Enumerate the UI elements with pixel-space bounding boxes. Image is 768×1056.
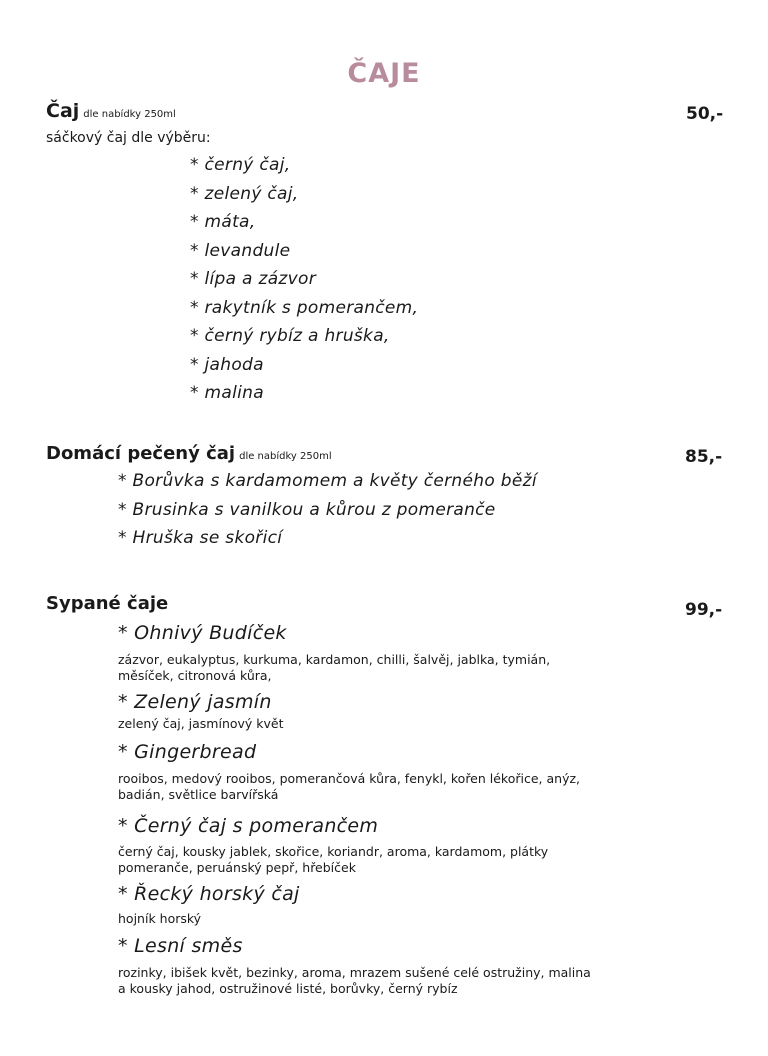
list-item: * levandule <box>190 241 291 261</box>
tea-description: zelený čaj, jasmínový květ <box>118 716 284 731</box>
page-title: ČAJE <box>347 58 421 89</box>
list-item: * zelený čaj, <box>190 184 299 204</box>
list-item: * Hruška se skořicí <box>118 528 283 548</box>
tea-name: * Ohnivý Budíček <box>118 622 287 644</box>
section-tea-price: 50,- <box>686 104 724 124</box>
tea-description: hojník horský <box>118 911 202 926</box>
list-item: * rakytník s pomerančem, <box>190 298 419 318</box>
tea-description: rozinky, ibišek květ, bezinky, aroma, mrazem sušené celé ostružiny, malina a kousky jahod, ostružinové listé, borůvky, černý rybíz <box>118 965 591 996</box>
tea-description: zázvor, eukalyptus, kurkuma, kardamon, chilli, šalvěj, jablka, tymián, měsíček, citronová kůra, <box>118 652 551 683</box>
list-item: * Borůvka s kardamomem a květy černého běží <box>118 471 537 491</box>
list-item: * jahoda <box>190 355 264 375</box>
list-item: * Brusinka s vanilkou a kůrou z pomeranče <box>118 500 496 520</box>
tea-name: * Lesní směs <box>118 935 243 957</box>
section-tea-subtitle: sáčkový čaj dle výběru: <box>46 130 211 146</box>
section-baked-tea-price: 85,- <box>685 447 723 467</box>
tea-name: * Zelený jasmín <box>118 691 272 713</box>
list-item: * malina <box>190 383 264 403</box>
tea-name: * Řecký horský čaj <box>118 883 300 905</box>
list-item: * máta, <box>190 212 256 232</box>
section-baked-tea-name: Domácí pečený čaj <box>46 443 236 464</box>
tea-description: rooibos, medový rooibos, pomerančová kůra, fenykl, kořen lékořice, anýz, badián, světlice barvířská <box>118 771 581 802</box>
tea-description: černý čaj, kousky jablek, skořice, koriandr, aroma, kardamom, plátky pomeranče, peruánský pepř, hřebíček <box>118 844 549 875</box>
tea-name: * Gingerbread <box>118 741 257 763</box>
list-item: * černý čaj, <box>190 155 291 175</box>
section-tea-name: Čaj <box>46 100 80 122</box>
section-loose-tea-heading: Sypané čaje <box>46 593 169 614</box>
list-item: * černý rybíz a hruška, <box>190 326 390 346</box>
section-tea-note: dle nabídky 250ml <box>83 109 176 120</box>
section-loose-tea-price: 99,- <box>685 600 723 620</box>
section-baked-tea-note: dle nabídky 250ml <box>239 451 332 462</box>
section-baked-tea-heading <box>46 443 332 464</box>
list-item: * lípa a zázvor <box>190 269 316 289</box>
section-tea-heading <box>46 100 176 122</box>
tea-name: * Černý čaj s pomerančem <box>118 815 379 837</box>
